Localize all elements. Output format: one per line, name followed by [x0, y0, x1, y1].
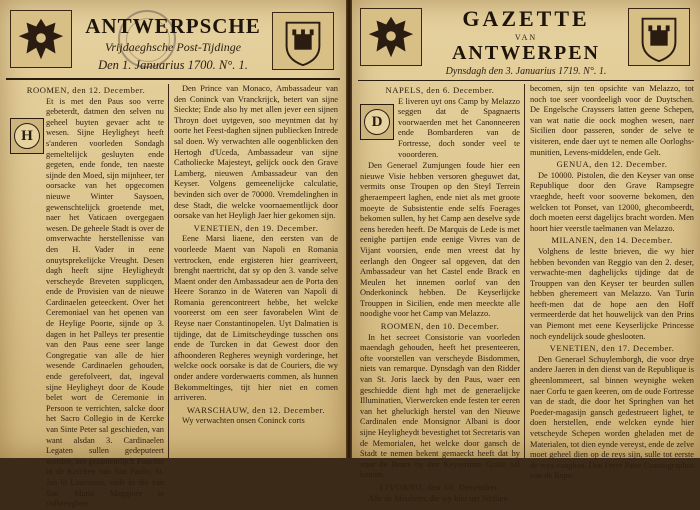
column-divider-right	[524, 84, 525, 458]
article-rome-right: In het secreet Consistorie van voorleden maendagh gehouden, heeft het presenteeren, ofte voorstellen van verscheyde Bisdommen, niets van remarque. Dynsdagh van den Ridder van St. Joris laeck by den Paus, waer een geschiedde dient hgh met de generaelijcke Illuminatien, Vierwercken ende festen ter eeren van het gheluckigh herstel van den Nieuwe Cardinalen ende Monsignor Albani is door sijne Heyligheydt bevestighet tot Secretaris van de Memorialen, het welcke door gansch de Stadt te nemen bekent gemaeckt heeft dat hy voor de Beurs by den Keyserinne Gratie sal komen.	[360, 332, 520, 480]
article-naples-a: E liveren uyt ons Camp by Melazzo seggen dat de Spagnaerts voorwaerden met het Canonneeren ende Bombarderen van de Fortresse, doch sonder veel te vooorderen.	[398, 96, 520, 159]
eagle-emblem-icon	[361, 9, 421, 65]
castle-shield-icon	[629, 9, 689, 65]
dateline-warschauw: WARSCHAUW, den 12. December.	[186, 404, 326, 415]
article-naples-b: Den Generael Zumjungen foude hier een nieuwe Visie hebben versoren gheguwet dat, vermits onse Troupen op den Steyl Terrein gheraempeert laghen, ende niet als met groote moeyte de Subsistentie ende selfs Foerages bekomen sullen, hy het Camp aen deselve syde eens bereden heeft. De Marquis de Lede is met eenighe partijen ende eenige Vivres van de Vijant voorsien, ende men vreest dat hy eerlangh den Ongeer sal opgeven, dat den Ambassadeur van het Castel ende Brack en Meulen het innemen oorlof van den Onderkoninck hebben. De Keyserlijcke Trouppen in Sicilien, ende men meeckte alle noodighe voor het Camp van Melazzo.	[360, 161, 520, 319]
masthead-title: ANTWERPSCHE	[85, 14, 261, 38]
dateline-livorno: LIVORNO, den 10. December.	[379, 481, 501, 492]
article-monaco: Den Prince van Monaco, Ambassadeur van den Coninck van Vranckrijck, betert van sijne Sieckte; Ende also hy met allen jever een sijnen Throyn doet uytgeven, soo meyntmen dat hy oorte het Feest-daghen sijnen publiecken Intrede sal doen. Wy verwachten alle oogenblicken den Hertogh d'Uceda, Ambassadeur van sijne Catholiecke Majesteyt, gelijck oock den Grave Lamberg, nieuwen Ambassadeur van den Keyser. Volgens gemeenelijcke calculatie, bevinden sich over de 70000. Vremdelinghen in dese Stadt, die welcke voornaementlijck door oorsake van het Heyligh Jaer hier gekomen sijn.	[174, 84, 338, 221]
masthead-date-right: Dynsdagh den 3. Januarius 1719. N°. 1.	[445, 66, 607, 77]
dateline-roomen: ROOMEN, den 12. December.	[26, 85, 146, 95]
masthead-date: Den 1. Januarius 1700. N°. 1.	[98, 58, 248, 72]
castle-shield-icon	[273, 13, 333, 69]
masthead-rule-right	[358, 80, 694, 81]
article-venice: Eene Marsi liaene, den eersten van de voorleede Maent van Napoli en Romania vertrocken, ende ergisteren hier gearriveert, brenght naertricht, dat sy op den 3. vande selve Maent onder den Ambassadeur aen de Porta den Heere Soranzo in de Wateren van Napoli di Romania gerencontreert hebbe, het welcke vooreerst om een seer favorabelen Wint de Reyse naer Constantinopelen. Uyt Dalmatien is tijdinge, dat de Limitscheydinge tusschen ons ende de Turcken in dat Gewest door den afhoonderen Regheres weynigh vorderinge, het welcke oock oorsake is dat de Couriers, die wy onder andere vorderwaerts commen, als hunnen Bekommeltinges, tijt hier niet en comen arriveren.	[174, 234, 338, 403]
drop-cap-letter: H	[14, 123, 40, 149]
masthead-van: VAN	[514, 33, 538, 42]
crest-castle-icon	[272, 12, 334, 70]
dateline-roomen-right: ROOMEN, den 10. December.	[380, 321, 500, 332]
column-divider	[168, 84, 169, 458]
left-newspaper-page	[0, 0, 346, 509]
dateline-venetien: VENETIEN, den 19. December.	[193, 222, 319, 233]
right-column-2	[530, 84, 694, 481]
right-column-1	[360, 84, 520, 503]
eagle-emblem-icon	[11, 11, 71, 67]
dateline-genua: GENUA, den 12. December.	[556, 159, 668, 170]
article-venice-right: Den Generael Schuylemborgh, die voor drye andere Jaeren in den dienst van de Republique is gheenlommeert, sal binnen weynighe weken naer Corfu te gaen keeren, om de oude Fortresse van de stadt, die door het Springhen van het Poeder-magasijn gansch gedestrueert lighet, te doen herstellen, ende welcken eynde hier vetscheyde Schepen worden gheladen met de Materialen, tot dien eynde vereyst, ende de zelve moet geheel dien op de reys sijn, sulle tot eerste de reys vanghen. Den Frere Pater Cosmographus van de Repu-	[530, 354, 694, 481]
crest-castle-icon-right	[628, 8, 690, 66]
article-rome: Et is met den Paus soo verre gebeterdt, datmen den selven nu geheel buyten gevaer acht te wesen. Sijne Heyligheyt heeft s'anderen voorleden Sondagh gemeltelijck gesluyten ende gegeten, ende fonde, ten naeste sijnde den Moed, sijn mijnheer, ter oorsacke van het opgecomen nieuwe Winter Saysoen, gewenschtelijck groetende met, naer het Vaticaen overgegaen wesen. De geheele Stadt is over de omverwachte herstellenisse van den H. Vader in eene onuytsprekelijcke Vreught. Desen dagh heeft sijne Heyligheydt verscheyde Breveten supplicqen, ende de Provisien van de nieuwe Cardinaelen geteeckent. Over het Ceremoniael van het openen van de Heylige Poorte, sijnde op 3. dagen in het Palleys ter presentie van den Paus eene seer lange Congregatie van alle de hier wesende Cardinaelen gehouden, ende gerefolveert, dat, ingeval sijne Heyligheyt door de Koude belet wort de Ceremonie in Persoon te verrichten, salcke door het Sacro Collegio in de Kercke van Sinte Peter sal geschieden, van want alsdan 3. Cardinaelen Legaten sullen gedeputeert worden, om gesamentlijck Fonckie in de Kercken van San Paolo, St. Jan in Lateranen, ende in die van San Maria Maggiore te volbrenghen.	[46, 96, 164, 509]
masthead-title-gazette: GAZETTE	[462, 6, 590, 31]
left-column-1	[8, 84, 164, 509]
article-melazzo: becomen, sijn ten opsichte van Melazzo, tot noch toe seer voordeeligh voor de Duytschen. De Engelsche Crayssers latten geene Schepen, van wat natie die oock moghen wesen, naer Sicilien door passeren, sonder de selve te visiteren, ende daer uyt te nemen alle Oorloghs-munitien, Levens-middelen, ende Gelt.	[530, 84, 694, 157]
right-newspaper-page	[352, 0, 700, 503]
crest-eagle-icon-right	[360, 8, 422, 66]
masthead-title-city: ANTWERPEN	[451, 42, 600, 64]
article-livorno: Alle de Missiven, die wy hier uyt Sicilien	[368, 493, 508, 503]
article-milan: Volghens de lestte brieven, die wy hier hebben bevonden van Reggio van den 2. deser, verwachte-men daghelijcks tijdinge dat de Trouppen van den Keyser ter beurden sullen hebben gheremeert van Melazzo. Van Turin heeft-men dat de hope aen den Hoff vermeerderde dat het houwelijck van den Prins van Piemont met eene Keyserlijcke Princesse noch eyndelijck soude gheslooten.	[530, 246, 694, 341]
dateline-milanen: MILANEN, den 14. December.	[551, 235, 673, 246]
article-genoa: De 10000. Pistolen, die den Keyser van onse Republique door den Grave Rampsegre vraeghde, heeft voor sooverne bekomen, den welcken tot Ponset, van 12000, ghecombeerdt, doch moeten eerst dagelijcs bracht worden. Men hoort hier veerstle taelmanen van Melazzo.	[530, 170, 694, 233]
article-warsaw: Wy verwachten onsen Coninck corts	[182, 416, 305, 426]
masthead-subtitle: Vrijdaeghsche Post-Tijdinge	[104, 40, 242, 54]
dateline-napels: NAPELS, den 6. December.	[385, 85, 495, 95]
drop-cap-letter-right: D	[364, 109, 390, 135]
masthead-rule	[6, 78, 340, 80]
crest-eagle-icon	[10, 10, 72, 68]
left-column-2	[174, 84, 338, 458]
dateline-venetien-right: VENETIEN, den 17. December.	[549, 343, 675, 354]
